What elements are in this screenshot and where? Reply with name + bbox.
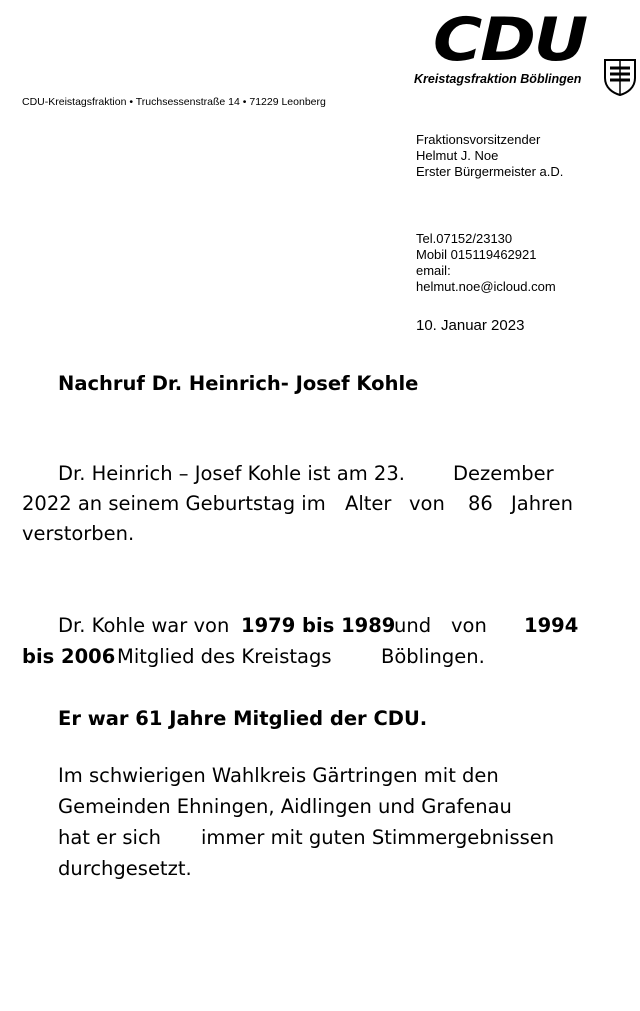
- p1-line2-c: von: [409, 492, 445, 515]
- p2-line2-c: Böblingen.: [381, 645, 485, 668]
- logo-subtitle: Kreistagsfraktion Böblingen: [414, 72, 582, 86]
- p2-line1-c: und: [394, 614, 432, 637]
- contact-title: Erster Bürgermeister a.D.: [416, 164, 564, 179]
- p2-line1-e: 1994: [524, 614, 579, 637]
- coat-of-arms-icon: [603, 58, 637, 96]
- p1-line2-e: Jahren: [511, 492, 574, 515]
- letter-date: 10. Januar 2023: [416, 317, 525, 334]
- document-title: Nachruf Dr. Heinrich- Josef Kohle: [58, 372, 419, 395]
- p2-line2-b: Mitglied des Kreistags: [117, 645, 332, 668]
- p4-line1: Im schwierigen Wahlkreis Gärtringen mit den: [58, 764, 499, 787]
- p1-line1-a: Dr. Heinrich – Josef Kohle ist am 23.: [58, 462, 405, 485]
- contact-role: Fraktionsvorsitzender: [416, 132, 541, 147]
- contact-tel: Tel.07152/23130: [416, 231, 513, 246]
- p1-line2-b: Alter: [345, 492, 392, 515]
- contact-mobil: Mobil 015119462921: [416, 247, 537, 262]
- p2-line1-a: Dr. Kohle war von: [58, 614, 230, 637]
- contact-email-label: email:: [416, 263, 451, 278]
- p1-line3: verstorben.: [22, 522, 135, 545]
- p2-line2-a: bis 2006: [22, 645, 116, 668]
- cdu-logo: CDU: [433, 5, 586, 75]
- contact-name: Helmut J. Noe: [416, 148, 499, 163]
- p1-line2-a: 2022 an seinem Geburtstag im: [22, 492, 326, 515]
- p1-line2-d: 86: [468, 492, 493, 515]
- p4-line2: Gemeinden Ehningen, Aidlingen und Grafenau: [58, 795, 512, 818]
- p2-line1-b: 1979 bis 1989: [241, 614, 396, 637]
- p4-line4: durchgesetzt.: [58, 857, 192, 880]
- p2-line1-d: von: [451, 614, 487, 637]
- contact-email: helmut.noe@icloud.com: [416, 279, 556, 294]
- p1-line1-b: Dezember: [453, 462, 554, 485]
- p4-line3-b: immer mit guten Stimmergebnissen: [201, 826, 555, 849]
- p4-line3-a: hat er sich: [58, 826, 162, 849]
- sender-address: CDU-Kreistagsfraktion • Truchsessenstraße 14 • 71229 Leonberg: [22, 96, 326, 108]
- p3-membership: Er war 61 Jahre Mitglied der CDU.: [58, 707, 428, 730]
